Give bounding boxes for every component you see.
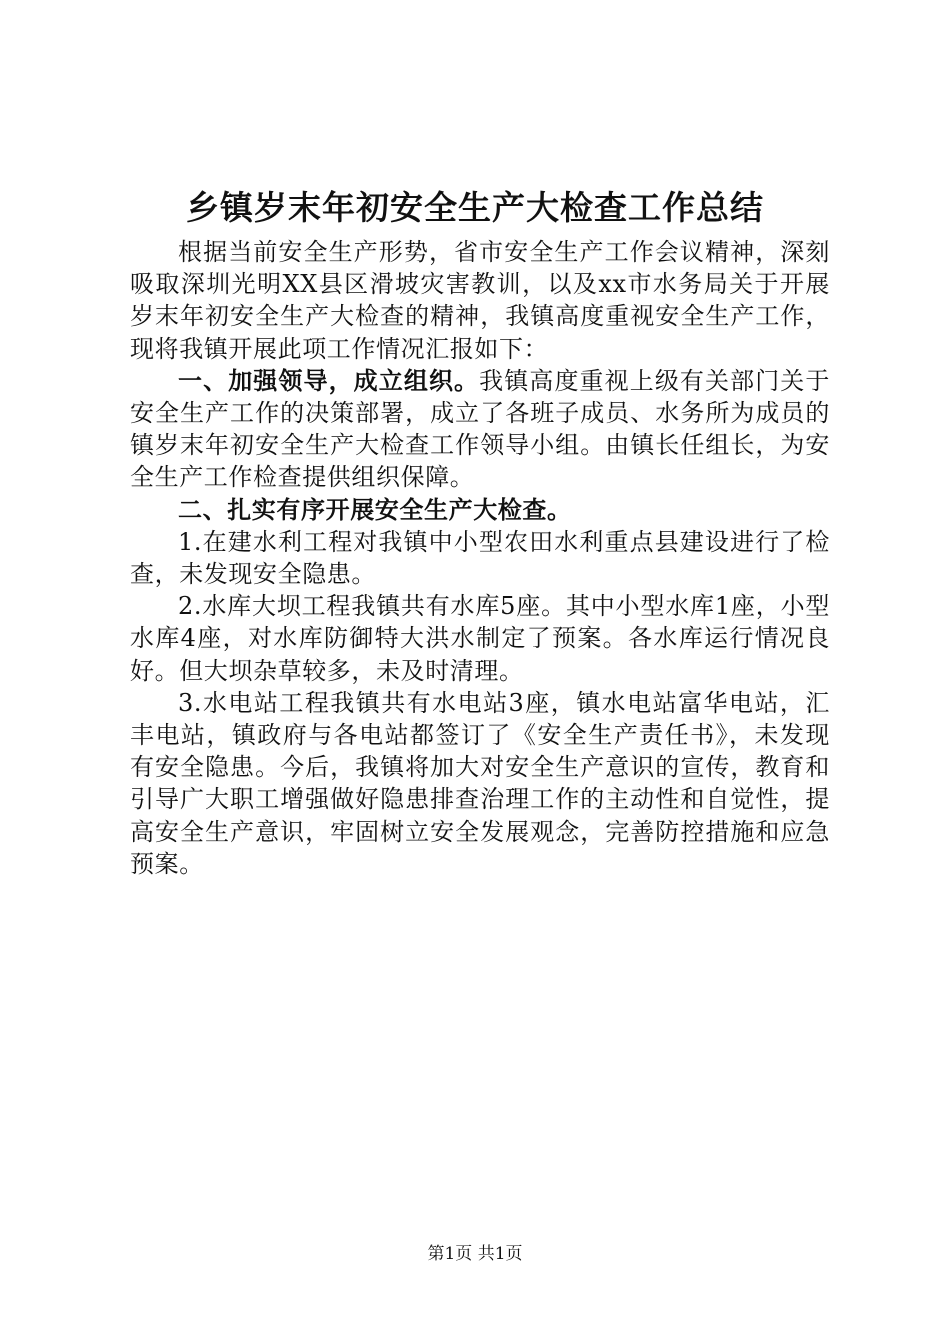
list-item: 3.水电站工程我镇共有水电站3座，镇水电站富华电站，汇丰电站，镇政府与各电站都签订了《安全生产责任书》，未发现有安全隐患。今后，我镇将加大对安全生产意识的宣传，教育和引导广大职工增强做好隐患排查治理工作的主动性和自觉性，提高安全生产意识，牢固树立安全发展观念，完善防控措施和应急预案。 <box>130 688 830 878</box>
section-one-paragraph <box>130 365 830 494</box>
section-two-heading: 二、扎实有序开展安全生产大检查。 <box>178 495 572 524</box>
page-number-footer: 第1页 共1页 <box>427 1244 523 1264</box>
list-item: 2.水库大坝工程我镇共有水库5座。其中小型水库1座，小型水库4座，对水库防御特大洪水制定了预案。各水库运行情况良好。但大坝杂草较多，未及时清理。 <box>130 592 830 685</box>
page-title: 乡镇岁末年初安全生产大检查工作总结 <box>186 188 764 227</box>
list-item: 1.在建水利工程对我镇中小型农田水利重点县建设进行了检查，未发现安全隐患。 <box>130 527 830 589</box>
section-one-heading: 一、加强领导，成立组织。 <box>178 366 480 395</box>
intro-paragraph: 根据当前安全生产形势，省市安全生产工作会议精神，深刻吸取深圳光明XX县区滑坡灾害教训，以及xx市水务局关于开展岁末年初安全生产大检查的精神，我镇高度重视安全生产工作，现将我镇开展此项工作情况汇报如下： <box>130 238 830 363</box>
section-one-text: 我镇高度重视上级有关部门关于安全生产工作的决策部署，成立了各班子成员、水务所为成员的镇岁末年初安全生产大检查工作领导小组。由镇长任组长，为安全生产工作检查提供组织保障。 <box>130 366 830 492</box>
document-body <box>130 236 830 880</box>
